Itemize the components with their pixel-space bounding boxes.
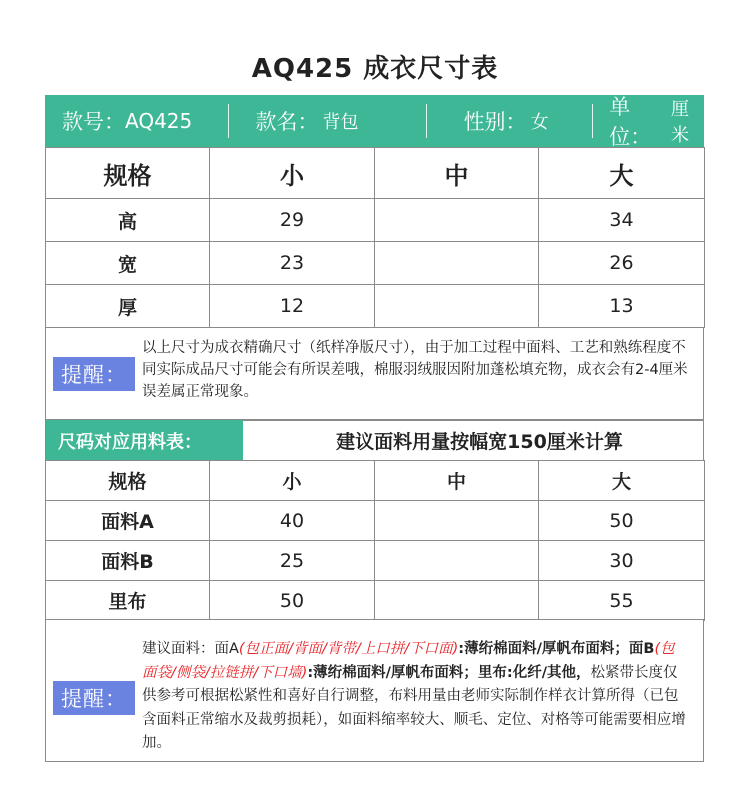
cell-medium bbox=[375, 581, 539, 621]
unit-cell bbox=[593, 95, 704, 147]
page-title: AQ425 成衣尺寸表 bbox=[251, 54, 499, 84]
reminder-text: 以上尺寸为成衣精确尺寸（纸样净版尺寸），由于加工过程中面料、工艺和熟练程度不同实际成品尺寸可能会有所误差哦，棉服羽绒服因附加蓬松填充物，成衣会有2-4厘米误差属正常现象。 bbox=[142, 340, 688, 400]
table-row bbox=[46, 501, 705, 541]
fabric-width-note: 建议面料用量按幅宽150厘米计算 bbox=[336, 431, 623, 453]
name-cell bbox=[228, 95, 425, 147]
size-table-header bbox=[46, 148, 705, 199]
lining-suggestion: :薄绗棉面料/厚帆布面料；里布:化纤/其他， bbox=[307, 664, 591, 681]
fabric-table-label: 尺码对应用料表： bbox=[46, 420, 243, 461]
table-row bbox=[46, 199, 705, 242]
header-spec: 规格 bbox=[46, 148, 210, 199]
cell-medium bbox=[375, 199, 539, 242]
gender-cell bbox=[427, 95, 593, 147]
cell-medium bbox=[375, 242, 539, 285]
header-large: 大 bbox=[539, 461, 705, 501]
header-medium: 中 bbox=[375, 148, 539, 199]
unit-value: 厘米 bbox=[670, 99, 689, 146]
fabric-table bbox=[45, 460, 705, 621]
name-label: 款名： bbox=[255, 110, 319, 134]
cell-small: 40 bbox=[210, 501, 375, 541]
fabric-suggestion-a: 建议面料：面A bbox=[142, 641, 239, 657]
cell-small: 23 bbox=[210, 242, 375, 285]
table-row bbox=[46, 581, 705, 621]
name-value: 背包 bbox=[322, 112, 359, 133]
cell-large: 26 bbox=[539, 242, 705, 285]
fabric-note-box bbox=[45, 619, 704, 762]
fabric-usage-note: 松紧带长度仅供参考可根据松紧性和喜好自行调整，布料用量由老师实际制作样衣计算所得（已包含面料正常缩水及裁剪损耗），如面料缩率较大、顺毛、定位、对格等可能需要相应增加。 bbox=[142, 664, 686, 751]
cell-small: 29 bbox=[210, 199, 375, 242]
cell-medium bbox=[375, 501, 539, 541]
header-small: 小 bbox=[210, 461, 375, 501]
style-no-label: 款号： bbox=[62, 110, 125, 134]
row-label: 宽 bbox=[46, 242, 210, 285]
style-no-value: AQ425 bbox=[125, 109, 193, 133]
table-row bbox=[46, 242, 705, 285]
row-label: 高 bbox=[46, 199, 210, 242]
style-no-cell bbox=[45, 95, 228, 147]
cell-medium bbox=[375, 541, 539, 581]
header-medium: 中 bbox=[375, 461, 539, 501]
row-label: 面料B bbox=[46, 541, 210, 581]
gender-value: 女 bbox=[530, 112, 549, 133]
cell-medium bbox=[375, 285, 539, 328]
cell-large: 34 bbox=[539, 199, 705, 242]
fabric-a-parts: (包正面/背面/背带/上口拼/下口面) bbox=[238, 641, 459, 657]
cell-small: 12 bbox=[210, 285, 375, 328]
table-row bbox=[46, 541, 705, 581]
row-label: 面料A bbox=[46, 501, 210, 541]
fabric-reminder-text bbox=[142, 638, 689, 756]
fabric-suggestion-b: :薄绗棉面料/厚帆布面料；面B bbox=[458, 641, 655, 657]
cell-large: 30 bbox=[539, 541, 705, 581]
cell-large: 13 bbox=[539, 285, 705, 328]
cell-small: 25 bbox=[210, 541, 375, 581]
fabric-table-header bbox=[45, 419, 704, 461]
cell-small: 50 bbox=[210, 581, 375, 621]
header-large: 大 bbox=[539, 148, 705, 199]
fabric-b-parts: (包面袋/侧袋/拉链拼/下口墙) bbox=[142, 641, 675, 681]
table-row bbox=[46, 285, 705, 328]
fabric-table-columns bbox=[46, 461, 705, 501]
cell-large: 50 bbox=[539, 501, 705, 541]
product-info-bar bbox=[45, 95, 704, 147]
gender-label: 性别： bbox=[463, 110, 527, 134]
header-spec: 规格 bbox=[46, 461, 210, 501]
reminder-tag: 提醒： bbox=[53, 681, 135, 715]
header-small: 小 bbox=[210, 148, 375, 199]
unit-label: 单位： bbox=[609, 95, 652, 149]
reminder-tag: 提醒： bbox=[53, 357, 135, 391]
cell-large: 55 bbox=[539, 581, 705, 621]
size-note-box bbox=[45, 327, 704, 421]
row-label: 厚 bbox=[46, 285, 210, 328]
row-label: 里布 bbox=[46, 581, 210, 621]
size-table bbox=[45, 147, 705, 328]
